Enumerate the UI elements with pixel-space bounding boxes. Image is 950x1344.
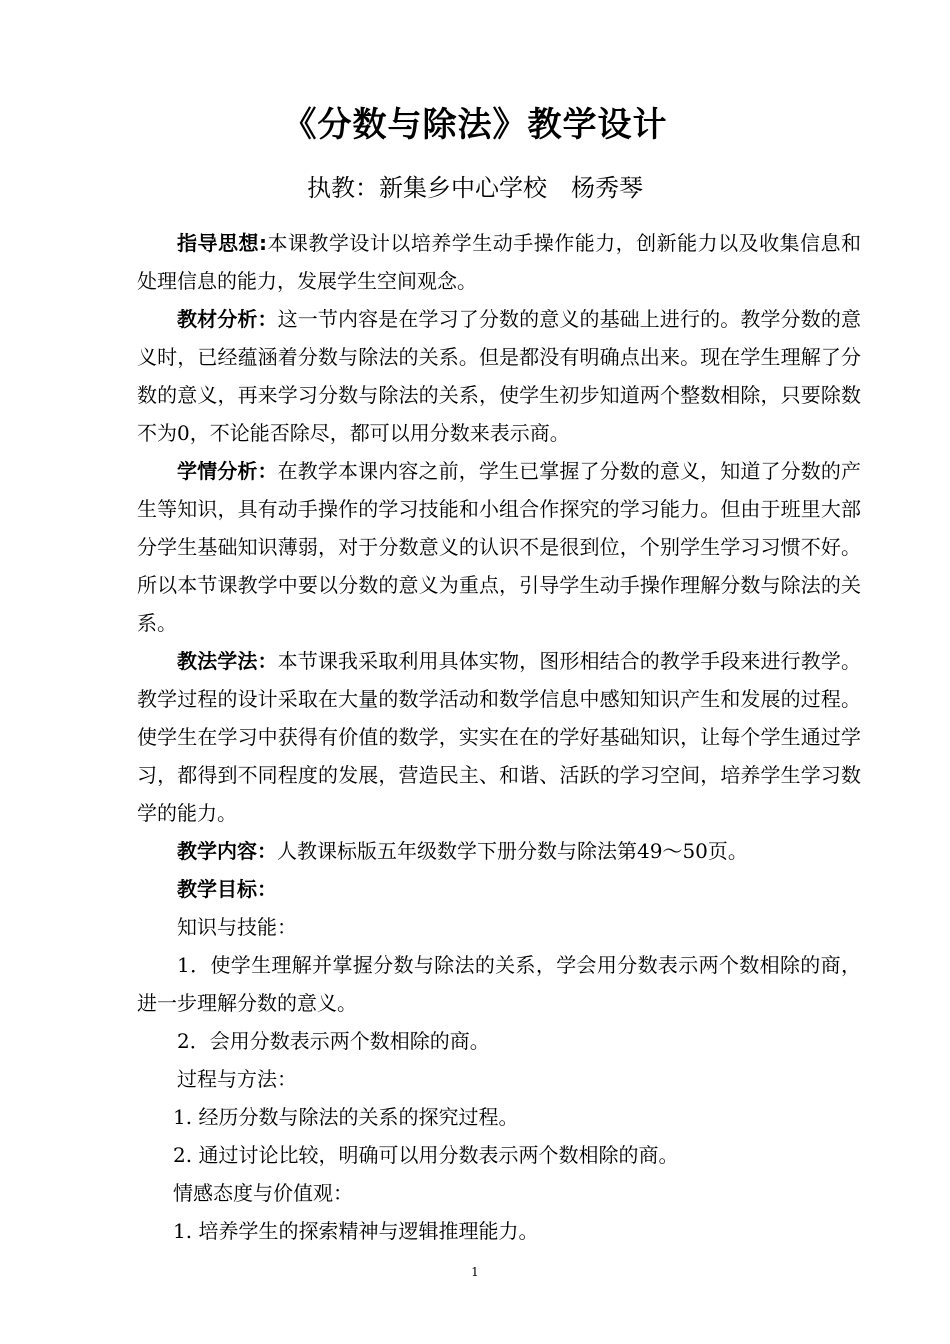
- paragraph-student-analysis: 学情分析：在教学本课内容之前，学生已掌握了分数的意义，知道了分数的产生等知识，具有动手操作的学习技能和小组合作探究的学习能力。但由于班里大部分学生基础知识薄弱，对于分数意义的认识不是很到位，个别学生学习习惯不好。所以本节课教学中要以分数的意义为重点，引导学生动手操作理解分数与除法的关系。: [137, 459, 862, 635]
- text-teaching-methods: 本节课我采取利用具体实物，图形相结合的教学手段来进行教学。教学过程的设计采取在大量的数学活动和数学信息中感知知识产生和发展的过程。使学生在学习中获得有价值的数学，实实在在的学好基础知识，让每个学生通过学习，都得到不同程度的发展，营造民主、和谐、活跃的学习空间，培养学生学习数学的能力。: [137, 649, 862, 825]
- goal-knowledge-1: 1．使学生理解并掌握分数与除法的关系，学会用分数表示两个数相除的商，进一步理解分数的意义。: [137, 953, 861, 1015]
- text-guiding-idea: 本课教学设计以培养学生动手操作能力，创新能力以及收集信息和处理信息的能力，发展学生空间观念。: [137, 231, 862, 293]
- goal-process-1: 1. 经历分数与除法的关系的探究过程。: [173, 1105, 519, 1129]
- heading-knowledge-skills: 知识与技能：: [177, 915, 297, 939]
- label-guiding-idea: 指导思想: [177, 231, 259, 255]
- text-teaching-content: 人教课标版五年级数学下册分数与除法第49～50页。: [277, 839, 748, 863]
- goal-emotion-1: 1. 培养学生的探索精神与逻辑推理能力。: [173, 1219, 539, 1243]
- text-material-analysis: 这一节内容是在学习了分数的意义的基础上进行的。教学分数的意义时，已经蕴涵着分数与除法的关系。但是都没有明确点出来。现在学生理解了分数的意义，再来学习分数与除法的关系，使学生初步知道两个整数相除，只要除数不为0，不论能否除尽，都可以用分数来表示商。: [137, 307, 862, 445]
- paragraph-guiding-idea: 指导思想:本课教学设计以培养学生动手操作能力，创新能力以及收集信息和处理信息的能力，发展学生空间观念。: [137, 231, 862, 293]
- heading-emotion-values: 情感态度与价值观：: [173, 1181, 353, 1205]
- document-byline: 执教：新集乡中心学校 杨秀琴: [307, 174, 643, 202]
- label-student-analysis: 学情分析: [177, 459, 258, 483]
- heading-process-methods: 过程与方法：: [177, 1067, 297, 1091]
- text-student-analysis: 在教学本课内容之前，学生已掌握了分数的意义，知道了分数的产生等知识，具有动手操作的学习技能和小组合作探究的学习能力。但由于班里大部分学生基础知识薄弱，对于分数意义的认识不是很到位，个别学生学习习惯不好。所以本节课教学中要以分数的意义为重点，引导学生动手操作理解分数与除法的关系。: [137, 459, 862, 635]
- goal-knowledge-2: 2．会用分数表示两个数相除的商。: [177, 1029, 490, 1053]
- goal-process-2: 2. 通过讨论比较，明确可以用分数表示两个数相除的商。: [173, 1143, 679, 1167]
- label-teaching-content: 教学内容: [177, 839, 257, 863]
- document-title: 《分数与除法》教学设计: [282, 105, 668, 145]
- paragraph-teaching-goals: 教学目标：: [177, 877, 277, 901]
- paragraph-teaching-methods: 教法学法：本节课我采取利用具体实物，图形相结合的教学手段来进行教学。教学过程的设计采取在大量的数学活动和数学信息中感知知识产生和发展的过程。使学生在学习中获得有价值的数学，实实在在的学好基础知识，让每个学生通过学习，都得到不同程度的发展，营造民主、和谐、活跃的学习空间，培养学生学习数学的能力。: [137, 649, 862, 825]
- label-teaching-goals: 教学目标: [177, 877, 257, 901]
- page-number: 1: [471, 1265, 479, 1279]
- label-teaching-methods: 教法学法: [177, 649, 258, 673]
- paragraph-material-analysis: 教材分析：这一节内容是在学习了分数的意义的基础上进行的。教学分数的意义时，已经蕴涵着分数与除法的关系。但是都没有明确点出来。现在学生理解了分数的意义，再来学习分数与除法的关系，使学生初步知道两个整数相除，只要除数不为0，不论能否除尽，都可以用分数来表示商。: [137, 307, 862, 445]
- label-material-analysis: 教材分析: [177, 307, 258, 331]
- paragraph-teaching-content: 教学内容：人教课标版五年级数学下册分数与除法第49～50页。: [177, 839, 748, 863]
- document-body: [137, 224, 861, 1250]
